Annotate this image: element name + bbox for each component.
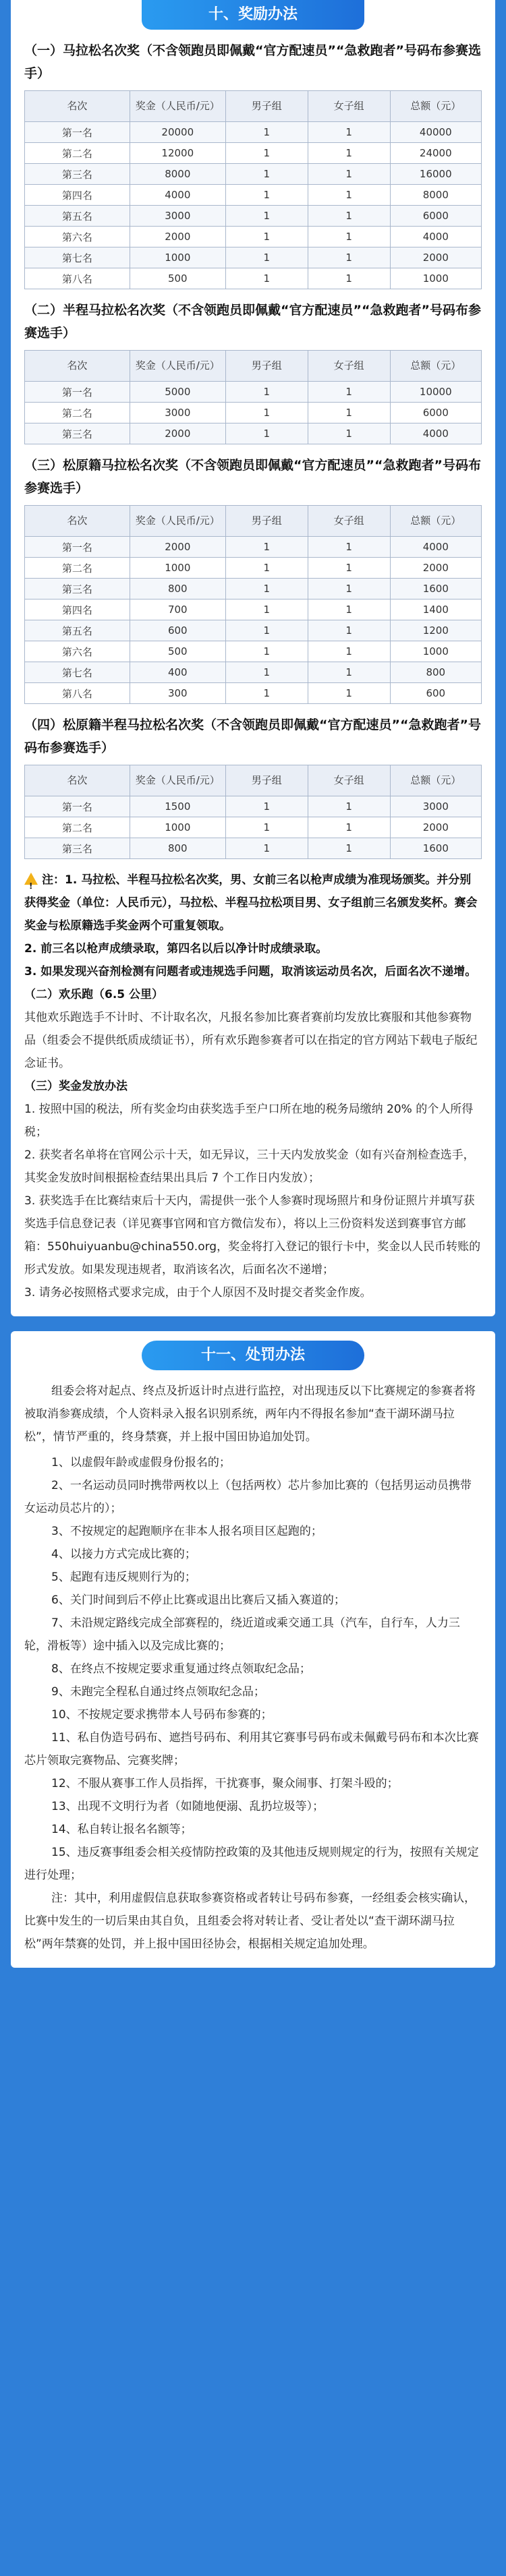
table-row <box>25 838 482 859</box>
table-cell: 1 <box>225 206 308 227</box>
note-1: !注：1. 马拉松、半程马拉松名次奖，男、女前三名以枪声成绩为准现场颁奖。并分别获得奖金（单位：人民币元），马拉松、半程马拉松项目男、女子组前三名颁发奖杯。赛会奖金与松原籍选手奖金两个可重复领取。 <box>24 869 482 937</box>
table-cell: 1200 <box>390 620 481 641</box>
table-row <box>25 382 482 403</box>
table-header-cell: 男子组 <box>225 506 308 537</box>
fun-run-text: 其他欢乐跑选手不计时、不计取名次，凡报名参加比赛者赛前均发放比赛服和其他参赛物品（组委会不提供纸质成绩证书），所有欢乐跑参赛者可以在指定的官方网站下载电子版纪念证书。 <box>24 1011 478 1070</box>
group-title: （二）半程马拉松名次奖（不含领跑员即佩戴“官方配速员”“急救跑者”号码布参赛选手） <box>24 303 481 341</box>
table-header-cell: 男子组 <box>225 91 308 122</box>
penalty-item: 2、一名运动员同时携带两枚以上（包括两枚）芯片参加比赛的（包括男运动员携带女运动员芯片的）； <box>24 1479 472 1515</box>
table-cell: 1000 <box>390 268 481 289</box>
table-cell: 第七名 <box>25 247 130 268</box>
payment-item: 1. 按照中国的税法，所有奖金均由获奖选手至户口所在地的税务局缴纳 20% 的个人所得税； <box>24 1103 474 1139</box>
table-header-cell: 总额（元） <box>390 765 481 796</box>
table-header-cell: 女子组 <box>308 506 390 537</box>
penalty-item: 7、未沿规定路线完成全部赛程的，绕近道或乘交通工具（汽车，自行车，人力三轮，滑板等）途中插入以及完成比赛的； <box>24 1616 460 1653</box>
table-cell: 1 <box>308 227 390 247</box>
table-cell: 800 <box>390 662 481 683</box>
penalty-item: 5、起跑有违反规则行为的； <box>51 1571 196 1584</box>
table-cell: 第四名 <box>25 185 130 206</box>
table-cell: 1 <box>225 641 308 662</box>
table-cell: 1 <box>308 579 390 599</box>
note-3: 3. 如果发现兴奋剂检测有问题者或违规选手问题，取消该运动员名次，后面名次不递增。 <box>24 965 477 978</box>
table-cell: 600 <box>130 620 225 641</box>
warning-icon <box>24 873 38 885</box>
table-cell: 40000 <box>390 122 481 143</box>
table-cell: 1 <box>225 382 308 403</box>
table-cell: 1000 <box>130 247 225 268</box>
table-cell: 第一名 <box>25 122 130 143</box>
table-cell: 800 <box>130 838 225 859</box>
table-cell: 第一名 <box>25 382 130 403</box>
table-header-cell: 奖金（人民币/元） <box>130 765 225 796</box>
table-cell: 1 <box>308 817 390 838</box>
table-cell: 第三名 <box>25 423 130 444</box>
notes-block <box>24 869 482 983</box>
table-cell: 2000 <box>130 227 225 247</box>
table-cell: 1 <box>225 817 308 838</box>
table-cell: 第二名 <box>25 817 130 838</box>
table-cell: 1 <box>225 683 308 704</box>
table-cell: 2000 <box>130 423 225 444</box>
payment-item: 2. 获奖者名单将在官网公示十天，如无异议，三十天内发放奖金（如有兴奋剂检查选手，其奖金发放时间根据检查结果出具后 7 个工作日内发放）； <box>24 1148 475 1185</box>
table-header-cell: 总额（元） <box>390 506 481 537</box>
table-cell: 1 <box>225 579 308 599</box>
payment-item: 3. 请务必按照格式要求完成，由于个人原因不及时提交者奖金作废。 <box>24 1286 372 1299</box>
table-cell: 1 <box>308 185 390 206</box>
table-header-row <box>25 506 482 537</box>
table-header-cell: 奖金（人民币/元） <box>130 506 225 537</box>
table-cell: 1 <box>225 599 308 620</box>
penalty-item: 13、出现不文明行为者（如随地便溺、乱扔垃圾等）； <box>51 1800 325 1813</box>
penalty-note: 注：其中，利用虚假信息获取参赛资格或者转让号码布参赛，一经组委会核实确认，比赛中发生的一切后果由其自负，且组委会将对转让者、受让者处以“查干湖环湖马拉松”两年禁赛的处罚，并上报中国田径协会，根据相关规定追加处理。 <box>24 1892 476 1951</box>
table-header-cell: 男子组 <box>225 351 308 382</box>
table-cell: 第六名 <box>25 227 130 247</box>
penalty-item: 1、以虚假年龄或虚假身份报名的； <box>51 1456 231 1469</box>
table-header-cell: 总额（元） <box>390 91 481 122</box>
table-cell: 1500 <box>130 796 225 817</box>
table-cell: 第五名 <box>25 206 130 227</box>
table-cell: 1 <box>225 423 308 444</box>
table-cell: 2000 <box>390 558 481 579</box>
table-cell: 600 <box>390 683 481 704</box>
table-cell: 1 <box>308 382 390 403</box>
table-row <box>25 796 482 817</box>
table-cell: 第三名 <box>25 164 130 185</box>
rewards-card <box>11 0 495 1316</box>
table-cell: 第五名 <box>25 620 130 641</box>
table-cell: 4000 <box>130 185 225 206</box>
table-cell: 10000 <box>390 382 481 403</box>
note-2: 2. 前三名以枪声成绩录取，第四名以后以净计时成绩录取。 <box>24 942 328 956</box>
table-row <box>25 620 482 641</box>
table-cell: 3000 <box>390 796 481 817</box>
penalty-card <box>11 1331 495 1968</box>
table-cell: 1 <box>225 164 308 185</box>
table-cell: 1 <box>308 206 390 227</box>
table-cell: 2000 <box>390 817 481 838</box>
table-cell: 400 <box>130 662 225 683</box>
table-cell: 5000 <box>130 382 225 403</box>
table-cell: 1 <box>308 599 390 620</box>
table-cell: 24000 <box>390 143 481 164</box>
penalty-list <box>24 1451 482 1887</box>
prize-groups <box>24 39 482 859</box>
group-title: （一）马拉松名次奖（不含领跑员即佩戴“官方配速员”“急救跑者”号码布参赛选手） <box>24 43 481 81</box>
table-header-cell: 名次 <box>25 351 130 382</box>
table-cell: 1 <box>308 558 390 579</box>
table-cell: 第八名 <box>25 268 130 289</box>
table-row <box>25 641 482 662</box>
table-row <box>25 206 482 227</box>
penalty-intro: 组委会将对起点、终点及折返计时点进行监控，对出现违反以下比赛规定的参赛者将被取消参赛成绩，个人资料录入报名识别系统，两年内不得报名参加“查干湖环湖马拉松”，情节严重的，终身禁赛，并上报中国田协追加处罚。 <box>24 1384 476 1444</box>
table-cell: 300 <box>130 683 225 704</box>
payment-item: 3. 获奖选手在比赛结束后十天内，需提供一张个人参赛时现场照片和身份证照片并填写获奖选手信息登记表（详见赛事官网和官方微信发布），将以上三份资料发送到赛事官方邮箱：550huiyuanbu@china550.org，奖金将打入登记的银行卡中，奖金以人民币转账的形式发放。如果发现违规者，取消该名次，后面名次不递增； <box>24 1194 481 1277</box>
table-cell: 4000 <box>390 537 481 558</box>
table-cell: 1 <box>225 537 308 558</box>
table-cell: 第一名 <box>25 537 130 558</box>
group-title: （三）松原籍马拉松名次奖（不含领跑员即佩戴“官方配速员”“急救跑者”号码布参赛选手） <box>24 458 481 496</box>
table-cell: 500 <box>130 641 225 662</box>
table-cell: 1 <box>308 796 390 817</box>
table-cell: 1000 <box>390 641 481 662</box>
fun-run-title: （二）欢乐跑（6.5 公里） <box>24 988 164 1001</box>
table-cell: 1 <box>225 227 308 247</box>
table-cell: 1 <box>225 662 308 683</box>
table-cell: 1 <box>308 537 390 558</box>
table-header-row <box>25 351 482 382</box>
table-header-cell: 总额（元） <box>390 351 481 382</box>
table-cell: 1 <box>225 403 308 423</box>
table-cell: 1 <box>308 641 390 662</box>
table-cell: 8000 <box>390 185 481 206</box>
table-cell: 16000 <box>390 164 481 185</box>
table-cell: 3000 <box>130 206 225 227</box>
table-cell: 1 <box>308 164 390 185</box>
table-header-cell: 名次 <box>25 91 130 122</box>
table-cell: 1 <box>308 143 390 164</box>
penalty-item: 12、不服从赛事工作人员指挥，干扰赛事，聚众闹事、打架斗殴的； <box>51 1777 399 1790</box>
table-row <box>25 683 482 704</box>
penalty-item: 10、不按规定要求携带本人号码布参赛的； <box>51 1708 273 1722</box>
table-cell: 1 <box>308 662 390 683</box>
table-cell: 第一名 <box>25 796 130 817</box>
table-header-cell: 女子组 <box>308 765 390 796</box>
table-cell: 1 <box>308 683 390 704</box>
table-row <box>25 662 482 683</box>
table-row <box>25 817 482 838</box>
table-cell: 700 <box>130 599 225 620</box>
payment-list <box>24 1098 482 1304</box>
table-row <box>25 143 482 164</box>
table-cell: 第八名 <box>25 683 130 704</box>
table-header-row <box>25 765 482 796</box>
table-cell: 1000 <box>130 558 225 579</box>
table-row <box>25 227 482 247</box>
table-row <box>25 247 482 268</box>
payment-title: （三）奖金发放办法 <box>24 1080 128 1093</box>
section-banner-rewards: 十、奖励办法 <box>142 0 364 30</box>
table-cell: 1 <box>225 143 308 164</box>
table-cell: 20000 <box>130 122 225 143</box>
penalty-item: 6、关门时间到后不停止比赛或退出比赛后又插入赛道的； <box>51 1593 345 1607</box>
prize-table <box>24 90 482 289</box>
table-cell: 第四名 <box>25 599 130 620</box>
table-cell: 1400 <box>390 599 481 620</box>
prize-table <box>24 350 482 444</box>
table-cell: 1 <box>308 268 390 289</box>
table-cell: 1 <box>308 620 390 641</box>
table-row <box>25 164 482 185</box>
table-cell: 12000 <box>130 143 225 164</box>
group-title: （四）松原籍半程马拉松名次奖（不含领跑员即佩戴“官方配速员”“急救跑者”号码布参赛选手） <box>24 718 481 755</box>
table-cell: 1 <box>225 247 308 268</box>
penalty-item: 11、私自伪造号码布、遮挡号码布、利用其它赛事号码布或未佩戴号码布和本次比赛芯片领取完赛物品、完赛奖牌； <box>24 1731 479 1767</box>
table-header-row <box>25 91 482 122</box>
table-cell: 1000 <box>130 817 225 838</box>
table-row <box>25 185 482 206</box>
table-header-cell: 奖金（人民币/元） <box>130 351 225 382</box>
table-cell: 1 <box>308 122 390 143</box>
table-cell: 1 <box>308 247 390 268</box>
table-cell: 1 <box>225 558 308 579</box>
table-cell: 第三名 <box>25 579 130 599</box>
table-cell: 4000 <box>390 423 481 444</box>
table-cell: 1 <box>225 796 308 817</box>
penalty-item: 14、私自转让报名名额等； <box>51 1823 192 1836</box>
table-row <box>25 558 482 579</box>
table-cell: 1 <box>225 122 308 143</box>
table-row <box>25 599 482 620</box>
table-header-cell: 奖金（人民币/元） <box>130 91 225 122</box>
table-header-cell: 女子组 <box>308 91 390 122</box>
table-cell: 3000 <box>130 403 225 423</box>
table-cell: 800 <box>130 579 225 599</box>
table-row <box>25 403 482 423</box>
table-cell: 第二名 <box>25 143 130 164</box>
prize-table <box>24 505 482 704</box>
table-cell: 第七名 <box>25 662 130 683</box>
table-row <box>25 423 482 444</box>
table-header-cell: 女子组 <box>308 351 390 382</box>
table-cell: 第三名 <box>25 838 130 859</box>
table-cell: 1 <box>225 185 308 206</box>
table-cell: 1600 <box>390 579 481 599</box>
penalty-item: 8、在终点不按规定要求重复通过终点领取纪念品； <box>51 1662 311 1676</box>
table-cell: 第六名 <box>25 641 130 662</box>
penalty-item: 9、未跑完全程私自通过终点领取纪念品； <box>51 1685 265 1699</box>
table-cell: 6000 <box>390 403 481 423</box>
penalty-item: 4、以接力方式完成比赛的； <box>51 1548 196 1561</box>
prize-table <box>24 765 482 859</box>
table-cell: 4000 <box>390 227 481 247</box>
table-cell: 第二名 <box>25 403 130 423</box>
table-cell: 1 <box>225 838 308 859</box>
table-cell: 2000 <box>130 537 225 558</box>
table-cell: 1600 <box>390 838 481 859</box>
table-row <box>25 537 482 558</box>
table-header-cell: 名次 <box>25 765 130 796</box>
table-row <box>25 579 482 599</box>
table-cell: 1 <box>308 838 390 859</box>
table-row <box>25 268 482 289</box>
table-cell: 1 <box>308 403 390 423</box>
table-cell: 第二名 <box>25 558 130 579</box>
table-header-cell: 名次 <box>25 506 130 537</box>
table-cell: 8000 <box>130 164 225 185</box>
table-row <box>25 122 482 143</box>
penalty-item: 3、不按规定的起跑顺序在非本人报名项目区起跑的； <box>51 1525 322 1538</box>
table-cell: 1 <box>225 268 308 289</box>
table-cell: 6000 <box>390 206 481 227</box>
table-cell: 1 <box>225 620 308 641</box>
table-header-cell: 男子组 <box>225 765 308 796</box>
table-cell: 500 <box>130 268 225 289</box>
penalty-item: 15、违反赛事组委会相关疫情防控政策的及其他违反规则规定的行为，按照有关规定进行处理； <box>24 1846 479 1882</box>
section-banner-penalty: 十一、处罚办法 <box>142 1341 364 1370</box>
table-cell: 1 <box>308 423 390 444</box>
table-cell: 2000 <box>390 247 481 268</box>
